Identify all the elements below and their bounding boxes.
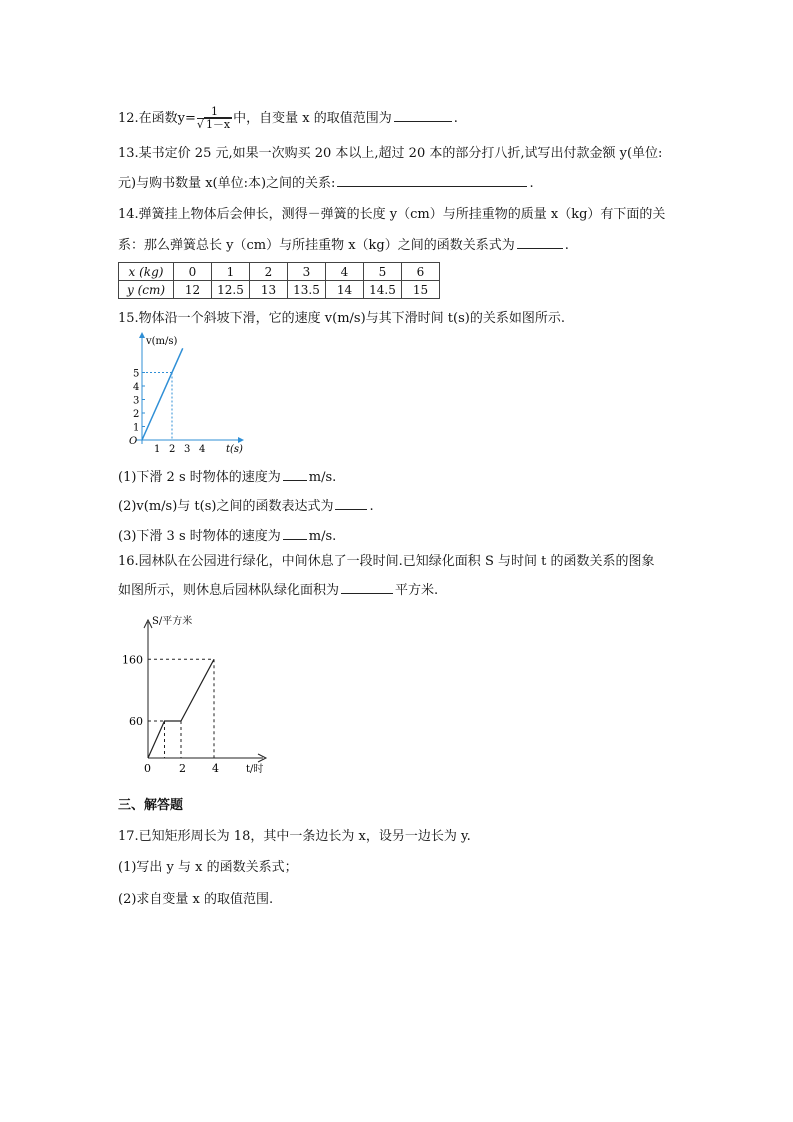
q15-intro: 15.物体沿一个斜坡下滑，它的速度 v(m/s)与其下滑时间 t(s)的关系如图所示. xyxy=(118,311,565,326)
q15-sub1-blank[interactable] xyxy=(283,467,307,481)
y-tick-label: 60 xyxy=(129,714,143,728)
y-tick-label: 3 xyxy=(133,395,140,407)
q17-sub1: (1)写出 y 与 x 的函数关系式； xyxy=(118,860,298,875)
q13-end: . xyxy=(529,176,534,191)
x-tick-label: 3 xyxy=(184,444,191,455)
q12-end: . xyxy=(453,111,458,126)
q15-sub2-end: . xyxy=(369,499,374,514)
table-cell: 6 xyxy=(402,263,440,281)
q13-line2-text: 元)与购书数量 x(单位:本)之间的关系: xyxy=(118,176,336,191)
q13-line2 xyxy=(118,173,534,193)
q15-sub2 xyxy=(118,496,374,516)
table-cell: 13.5 xyxy=(288,281,326,299)
y-tick-label: 5 xyxy=(133,368,140,380)
q15-sub1-text: (1)下滑 2 s 时物体的速度为 xyxy=(118,470,281,485)
x-tick-label: 2 xyxy=(169,444,176,455)
table-row-x xyxy=(119,263,440,281)
y-axis-label: S/平方米 xyxy=(152,616,193,627)
q14-line2 xyxy=(118,235,569,255)
table-cell: 13 xyxy=(250,281,288,299)
q12-fraction xyxy=(197,106,232,131)
y-tick-label: 160 xyxy=(122,653,143,667)
q14-line2-text: 系：那么弹簧总长 y（cm）与所挂重物 x（kg）之间的函数关系式为 xyxy=(118,238,515,253)
table-cell: 5 xyxy=(364,263,402,281)
table-header-x: x (kg) xyxy=(119,263,174,281)
q14-end: . xyxy=(564,238,569,253)
table-cell: 14.5 xyxy=(364,281,402,299)
q12-denominator-root: √ 1－x xyxy=(196,118,231,131)
q12-prefix: 12.在函数y= xyxy=(118,111,196,126)
q17-line1: 17.已知矩形周长为 18，其中一条边长为 x，设另一边长为 y. xyxy=(118,829,471,844)
origin-label: O xyxy=(129,436,138,447)
q16-line1: 16.园林队在公园进行绿化，中间休息了一段时间.已知绿化面积 S 与时间 t 的函数关系的图象 xyxy=(118,554,655,569)
q12-answer-blank[interactable] xyxy=(394,108,452,122)
q15-sub1 xyxy=(118,467,336,487)
x-tick-label: 4 xyxy=(212,762,219,775)
velocity-time-chart xyxy=(118,330,253,460)
q15-sub3 xyxy=(118,526,336,546)
y-tick-label: 4 xyxy=(133,382,140,393)
x-axis-label: t/时 xyxy=(246,764,264,775)
q15-sub3-text: (3)下滑 3 s 时物体的速度为 xyxy=(118,529,281,544)
x-tick-label: 1 xyxy=(154,444,161,455)
y-axis-label: v(m/s) xyxy=(146,336,178,347)
table-cell: 15 xyxy=(402,281,440,299)
q12-denominator: 1－x xyxy=(205,118,231,131)
q15-sub2-text: (2)v(m/s)与 t(s)之间的函数表达式为 xyxy=(118,499,334,514)
x-axis-arrow xyxy=(238,437,244,443)
q15-sub2-blank[interactable] xyxy=(335,496,367,510)
table-row-y xyxy=(119,281,440,299)
q13-line1: 13.某书定价 25 元,如果一次购买 20 本以上,超过 20 本的部分打八折,试写出付款金额 y(单位: xyxy=(118,146,663,161)
q14-answer-blank[interactable] xyxy=(517,235,563,249)
table-cell: 14 xyxy=(326,281,364,299)
x-axis-label: t(s) xyxy=(226,444,243,455)
q16-answer-blank[interactable] xyxy=(341,580,393,594)
q15-sub3-unit: m/s. xyxy=(308,529,337,544)
q16-unit: 平方米. xyxy=(395,583,439,598)
table-cell: 0 xyxy=(174,263,212,281)
y-tick-label: 1 xyxy=(133,422,140,434)
q16-line2-text: 如图所示，则休息后园林队绿化面积为 xyxy=(118,583,340,598)
table-cell: 1 xyxy=(212,263,250,281)
q15-sub1-unit: m/s. xyxy=(308,470,337,485)
x-tick-label: 0 xyxy=(144,762,151,775)
q14-line1: 14.弹簧挂上物体后会伸长，测得－弹簧的长度 y（cm）与所挂重物的质量 x（kg）有下面的关 xyxy=(118,207,666,222)
q14-data-table xyxy=(118,262,440,299)
table-cell: 12 xyxy=(174,281,212,299)
x-tick-label: 4 xyxy=(199,444,206,455)
q12-suffix: 中，自变量 x 的取值范围为 xyxy=(233,111,392,126)
area-time-chart xyxy=(118,608,278,778)
table-cell: 2 xyxy=(250,263,288,281)
q12-numerator: 1 xyxy=(197,106,232,119)
section-heading: 三、解答题 xyxy=(118,798,184,813)
q16-line2 xyxy=(118,580,438,600)
x-tick-label: 2 xyxy=(179,762,186,775)
table-cell: 3 xyxy=(288,263,326,281)
table-header-y: y (cm) xyxy=(119,281,174,299)
table-cell: 12.5 xyxy=(212,281,250,299)
velocity-series-line xyxy=(142,348,183,440)
y-axis-arrow xyxy=(139,332,145,338)
y-tick-label: 2 xyxy=(133,409,140,420)
table-cell: 4 xyxy=(326,263,364,281)
q13-answer-blank[interactable] xyxy=(337,173,527,187)
question-12 xyxy=(118,106,458,131)
area-series-line xyxy=(148,659,214,758)
q15-sub3-blank[interactable] xyxy=(283,526,307,540)
q17-sub2: (2)求自变量 x 的取值范围. xyxy=(118,892,274,907)
